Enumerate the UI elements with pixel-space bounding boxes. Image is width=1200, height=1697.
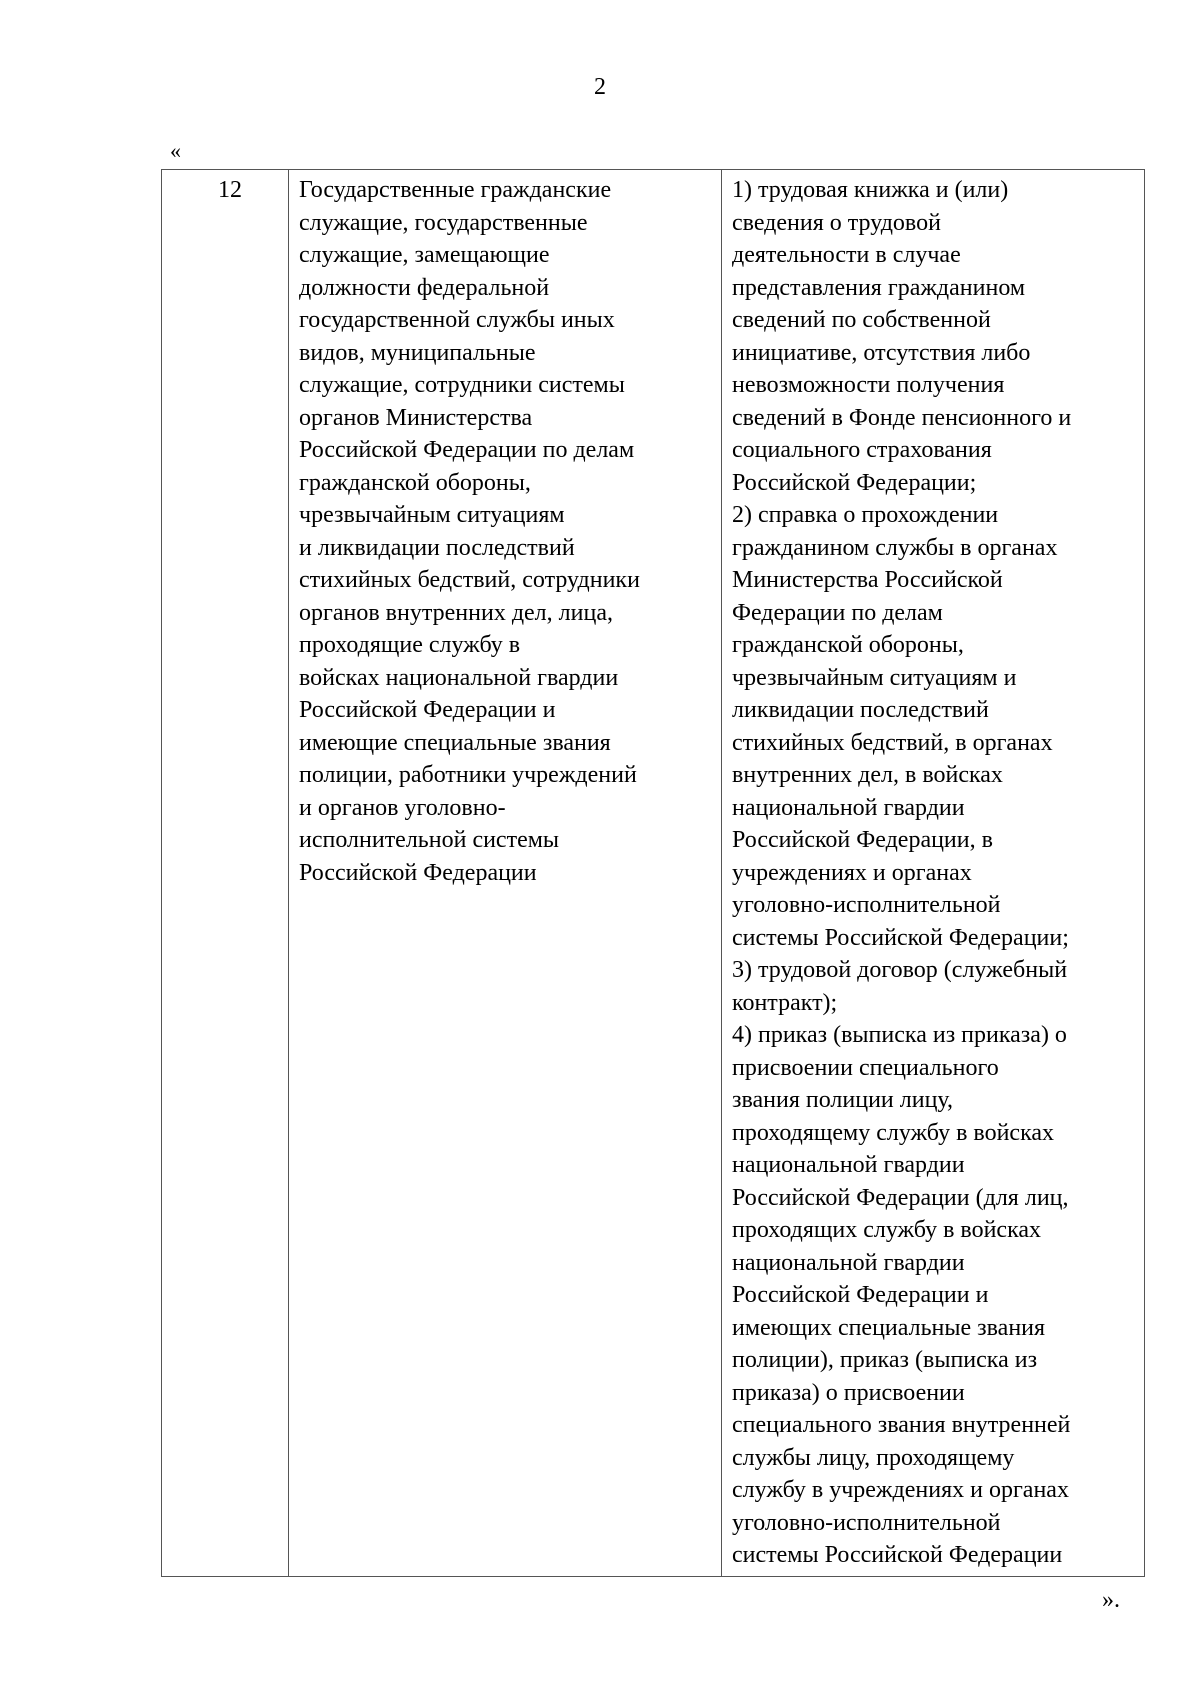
closing-quote-mark: ». [1102, 1587, 1120, 1613]
category-line: органов Министерства [299, 404, 533, 431]
page-number: 2 [594, 74, 606, 100]
category-cell [289, 170, 722, 1577]
documents-cell [722, 170, 1145, 1577]
documents-line: системы Российской Федерации [732, 1542, 1063, 1568]
opening-quote-mark: « [170, 138, 181, 163]
documents-line: звания полиции лицу, [732, 1087, 954, 1113]
document-table [161, 169, 1145, 1577]
category-line: и органов уголовно- [299, 794, 506, 821]
row-number-cell [162, 170, 289, 1577]
documents-line: Российской Федерации и [732, 1282, 989, 1308]
documents-line: проходящих службу в войсках [732, 1217, 1042, 1243]
category-line: войсках национальной гвардии [299, 664, 619, 691]
documents-line: уголовно-исполнительной [732, 1509, 1001, 1536]
category-line: гражданской обороны, [299, 469, 531, 496]
documents-line: национальной гвардии [732, 1152, 965, 1178]
documents-line: учреждениях и органах [732, 859, 972, 886]
documents-line: проходящему службу в войсках [732, 1119, 1055, 1146]
documents-line: Российской Федерации; [732, 469, 977, 496]
category-line: служащие, государственные [299, 209, 588, 236]
category-line: и ликвидации последствий [299, 534, 575, 561]
category-line: чрезвычайным ситуациям [299, 502, 565, 528]
category-line: служащие, замещающие [299, 242, 550, 268]
category-line: Российской Федерации по делам [299, 437, 635, 463]
documents-line: гражданской обороны, [732, 632, 964, 658]
documents-line: ликвидации последствий [732, 697, 989, 723]
category-line: видов, муниципальные [299, 339, 536, 366]
documents-line: полиции), приказ (выписка из [732, 1347, 1038, 1373]
documents-line: службы лицу, проходящему [732, 1444, 1015, 1471]
documents-line: Российской Федерации, в [732, 827, 993, 853]
documents-line: 4) приказ (выписка из приказа) о [732, 1022, 1067, 1048]
documents-line: социального страхования [732, 437, 992, 463]
documents-line: Министерства Российской [732, 567, 1003, 593]
documents-line: 1) трудовая книжка и (или) [732, 177, 1009, 203]
documents-line: службу в учреждениях и органах [732, 1477, 1069, 1503]
documents-line: инициативе, отсутствия либо [732, 339, 1031, 366]
documents-line: контракт); [732, 989, 838, 1016]
category-line: государственной службы иных [299, 307, 615, 333]
documents-line: сведений в Фонде пенсионного и [732, 404, 1072, 431]
documents-line: чрезвычайным ситуациям и [732, 664, 1017, 691]
documents-line: внутренних дел, в войсках [732, 762, 1003, 788]
documents-line: Российской Федерации (для лиц, [732, 1184, 1069, 1211]
documents-line: сведения о трудовой [732, 209, 941, 236]
documents-line: имеющих специальные звания [732, 1314, 1046, 1341]
documents-line: 2) справка о прохождении [732, 502, 999, 528]
category-line: полиции, работники учреждений [299, 762, 637, 788]
documents-line: стихийных бедствий, в органах [732, 729, 1053, 756]
documents-line: деятельности в случае [732, 242, 961, 268]
documents-line: представления гражданином [732, 274, 1026, 301]
category-line: имеющие специальные звания [299, 729, 611, 756]
table-row [162, 170, 1145, 1577]
category-line: исполнительной системы [299, 827, 560, 853]
documents-line: приказа) о присвоении [732, 1379, 965, 1406]
category-line: стихийных бедствий, сотрудники [299, 567, 640, 593]
category-line: Российской Федерации [299, 859, 537, 886]
category-line: должности федеральной [299, 274, 550, 301]
category-line: Российской Федерации и [299, 697, 556, 723]
category-line: служащие, сотрудники системы [299, 372, 625, 398]
documents-line: невозможности получения [732, 372, 1005, 398]
category-line: проходящие службу в [299, 632, 521, 658]
documents-line: уголовно-исполнительной [732, 892, 1001, 918]
documents-line: национальной гвардии [732, 1249, 965, 1276]
documents-line: 3) трудовой договор (служебный [732, 957, 1068, 983]
documents-line: гражданином службы в органах [732, 534, 1058, 561]
documents-line: системы Российской Федерации; [732, 924, 1069, 951]
documents-line: сведений по собственной [732, 307, 991, 333]
row-number: 12 [218, 177, 242, 203]
documents-line: присвоении специального [732, 1054, 999, 1081]
documents-line: Федерации по делам [732, 599, 943, 626]
documents-line: национальной гвардии [732, 794, 965, 821]
documents-line: специального звания внутренней [732, 1412, 1071, 1438]
category-line: органов внутренних дел, лица, [299, 599, 613, 626]
category-line: Государственные гражданские [299, 177, 612, 203]
